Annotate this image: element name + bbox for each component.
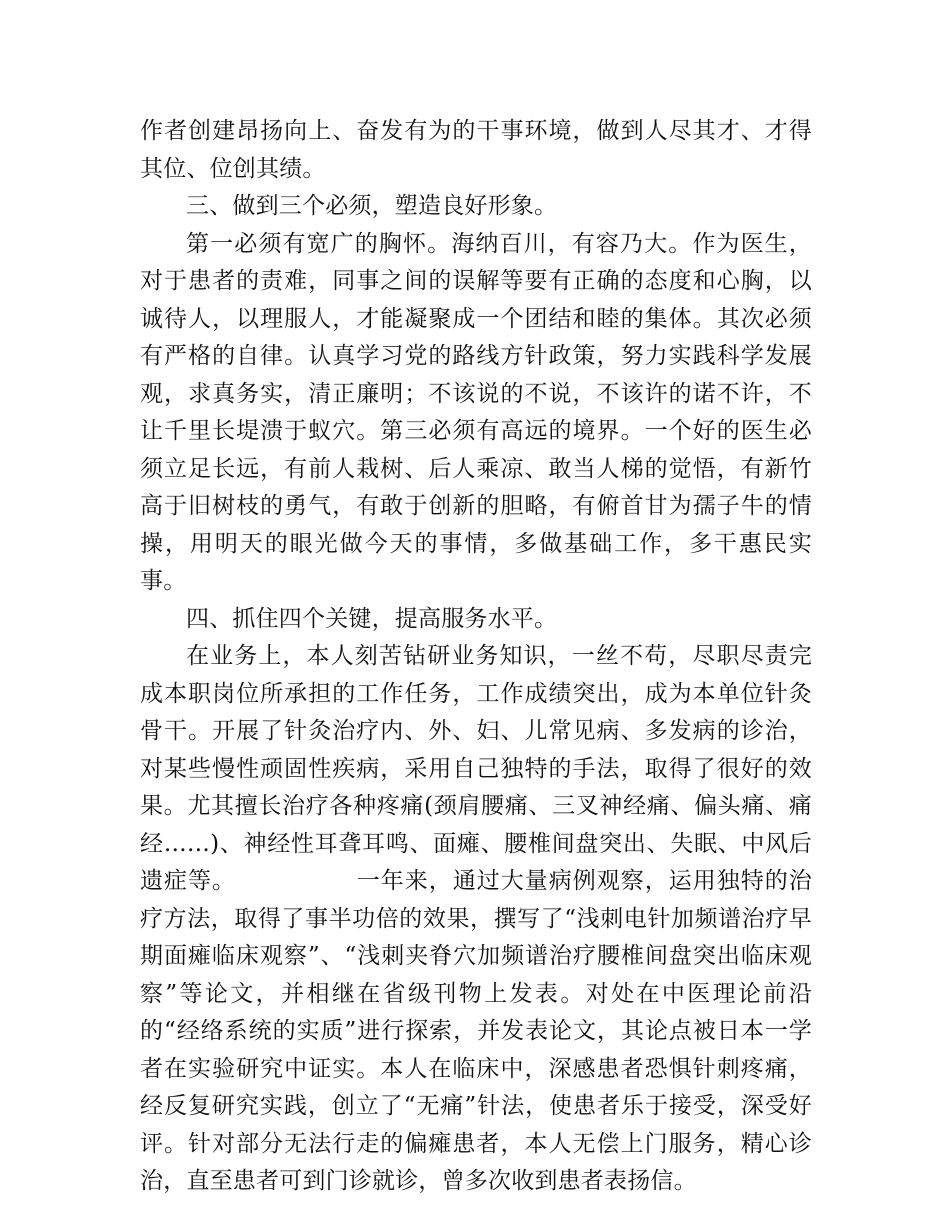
paragraph-three-musts — [140, 226, 812, 601]
paragraph-text: 在业务上，本人刻苦钻研业务知识，一丝不苟，尽职尽责完成本职岗位所承担的工作任务，工作成绩突出，成为本单位针灸骨干。开展了针灸治疗内、外、妇、儿常见病、多发病的诊治，对某些慢性顽固性疾病，采用自己独特的手法，取得了很好的效果。尤其擅长治疗各种疼痛(颈肩腰痛、三叉神经痛、偏头痛、痛经……)、神经性耳聋耳鸣、面瘫、腰椎间盘突出、失眠、中风后遗症等。 — [140, 643, 812, 894]
heading-text: 四、抓住四个关键，提高服务水平。 — [186, 605, 558, 632]
paragraph-text: 一年来，通过大量病例观察，运用独特的治疗方法，取得了事半功倍的效果，撰写了“浅刺电针加频谱治疗早期面瘫临床观察”、“浅刺夹脊穴加频谱治疗腰椎间盘突出临床观察”等论文，并相继在省级刊物上发表。对处在中医理论前沿的“经络系统的实质”进行探索，并发表论文，其论点被日本一学者在实验研究中证实。本人在临床中，深感患者恐惧针刺疼痛，经反复研究实践，创立了“无痛”针法，使患者乐于接受，深受好评。针对部分无法行走的偏瘫患者，本人无偿上门服务，精心诊治，直至患者可到门诊就诊，曾多次收到患者表扬信。 — [140, 868, 812, 1194]
section-heading-three — [140, 188, 812, 226]
paragraph-text: 第一必须有宽广的胸怀。海纳百川，有容乃大。作为医生，对于患者的责难，同事之间的误解等要有正确的态度和心胸，以诚待人，以理服人，才能凝聚成一个团结和睦的集体。其次必须有严格的自律。认真学习党的路线方针政策，努力实践科学发展观，求真务实，清正廉明；不该说的不说，不该许的诺不许，不让千里长堤溃于蚁穴。第三必须有高远的境界。一个好的医生必须立足长远，有前人栽树、后人乘凉、敢当人梯的觉悟，有新竹高于旧树枝的勇气，有敢于创新的胆略，有俯首甘为孺子牛的情操，用明天的眼光做今天的事情，多做基础工作，多干惠民实事。 — [140, 230, 812, 594]
paragraph-continuation — [140, 113, 812, 188]
paragraph-business — [140, 638, 812, 1201]
heading-text: 三、做到三个必须，塑造良好形象。 — [186, 193, 558, 219]
section-heading-four — [140, 601, 812, 639]
paragraph-text: 作者创建昂扬向上、奋发有为的干事环境，做到人尽其才、才得其位、位创其绩。 — [140, 118, 812, 182]
document-body — [140, 113, 812, 1201]
